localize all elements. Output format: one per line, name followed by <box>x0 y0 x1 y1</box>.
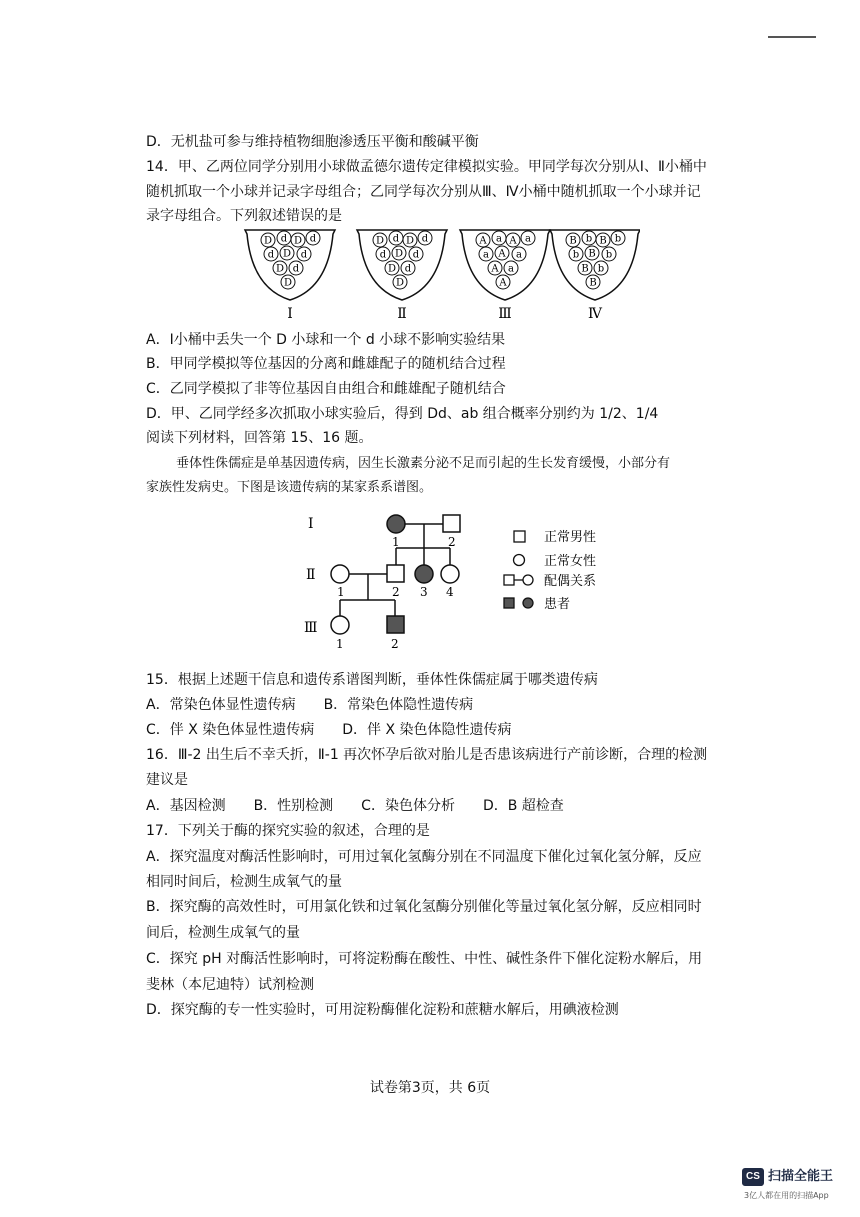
bucket-2 <box>357 230 447 322</box>
ball-letter: B <box>589 277 597 289</box>
top-rule <box>768 36 816 38</box>
bucket-label: Ⅳ <box>588 306 602 322</box>
legend-affected-female-icon <box>523 598 533 608</box>
legend-spouse-label: 配偶关系 <box>544 574 597 589</box>
q13-option-d: D．无机盐可参与维持植物细胞渗透压平衡和酸碱平衡 <box>146 134 479 150</box>
q15-options-ab: A．常染色体显性遗传病 B．常染色体隐性遗传病 <box>146 697 474 713</box>
material-line-2: 家族性发病史。下图是该遗传病的某家系系谱图。 <box>146 480 433 495</box>
generation-label-3: Ⅲ <box>304 620 318 636</box>
ball-letter: D <box>263 235 273 247</box>
q16-stem-line-2: 建议是 <box>146 772 188 788</box>
generation-label-1: Ⅰ <box>308 516 314 532</box>
legend-normal-female-label: 正常女性 <box>544 554 597 569</box>
ball-letter: A <box>479 235 487 247</box>
ball-letter: A <box>498 248 506 260</box>
pedigree-I2-number: 2 <box>448 535 456 549</box>
ball-letter: d <box>404 263 412 275</box>
bucket-label: Ⅰ <box>287 306 293 322</box>
bucket-1 <box>245 230 335 322</box>
ball-letter: a <box>508 263 514 275</box>
q14-option-a: A．Ⅰ小桶中丢失一个 D 小球和一个 d 小球不影响实验结果 <box>146 332 506 348</box>
q17-option-d: D．探究酶的专一性实验时，可用淀粉酶催化淀粉和蔗糖水解后，用碘液检测 <box>146 1002 619 1018</box>
ball-letter: a <box>516 249 522 261</box>
pedigree-II1-normal-female <box>331 565 349 583</box>
ball-letter: D <box>283 277 293 289</box>
ball-letter: a <box>496 233 502 245</box>
q15-stem: 15．根据上述题干信息和遗传系谱图判断，垂体性侏儒症属于哪类遗传病 <box>146 672 598 688</box>
legend-affected-label: 患者 <box>544 597 571 612</box>
ball-letter: d <box>292 263 300 275</box>
ball-letter: a <box>483 249 489 261</box>
legend-spouse-male-icon <box>504 575 514 585</box>
pedigree-I1-number: 1 <box>392 535 400 549</box>
q14-stem-line-2: 随机抓取一个小球并记录字母组合；乙同学每次分别从Ⅲ、Ⅳ小桶中随机抓取一个小球并记 <box>146 184 701 200</box>
bucket-label: Ⅲ <box>498 306 512 322</box>
q15-options-cd: C．伴 X 染色体显性遗传病 D．伴 X 染色体隐性遗传病 <box>146 722 512 738</box>
ball-letter: D <box>405 235 415 247</box>
ball-letter: A <box>499 277 507 289</box>
generation-label-2: Ⅱ <box>306 567 316 583</box>
q14-stem-line-1: 14．甲、乙两位同学分别用小球做孟德尔遗传定律模拟实验。甲同学每次分别从Ⅰ、Ⅱ小桶中 <box>146 159 707 175</box>
ball-letter: B <box>588 248 596 260</box>
scanner-brand-name: 扫描全能王 <box>768 1169 834 1184</box>
ball-letter: D <box>375 235 385 247</box>
pedigree-II4-number: 4 <box>446 585 454 599</box>
q17-option-b-line-1: B．探究酶的高效性时，可用氯化铁和过氧化氢酶分别催化等量过氧化氢分解，反应相同时 <box>146 899 702 915</box>
reading-instruction: 阅读下列材料，回答第 15、16 题。 <box>146 430 373 446</box>
ball-letter: a <box>525 233 531 245</box>
ball-letter: D <box>387 263 397 275</box>
bucket-3 <box>460 230 550 322</box>
q14-option-b: B．甲同学模拟等位基因的分离和雌雄配子的随机结合过程 <box>146 356 506 372</box>
q14-stem-line-3: 录字母组合。下列叙述错误的是 <box>146 208 342 224</box>
q17-stem: 17．下列关于酶的探究实验的叙述，合理的是 <box>146 823 430 839</box>
pedigree-III1-number: 1 <box>336 637 344 651</box>
ball-letter: d <box>421 233 429 245</box>
pedigree-II3-number: 3 <box>420 585 428 599</box>
ball-letter: A <box>491 263 499 275</box>
ball-letter: d <box>267 249 275 261</box>
q16-options: A．基因检测 B．性别检测 C．染色体分析 D．B 超检查 <box>146 798 564 814</box>
ball-letter: D <box>275 263 285 275</box>
scanner-tagline: 3亿人都在用的扫描App <box>744 1191 829 1200</box>
ball-letter: d <box>280 233 288 245</box>
ball-letter: d <box>309 233 317 245</box>
ball-letter: d <box>379 249 387 261</box>
ball-letter: D <box>282 248 292 260</box>
ball-letter: D <box>293 235 303 247</box>
ball-letter: D <box>395 277 405 289</box>
pedigree-II2-normal-male <box>387 565 404 582</box>
ball-letter: b <box>597 263 605 275</box>
bucket-label: Ⅱ <box>397 306 407 322</box>
ball-letter: B <box>581 263 589 275</box>
pedigree-chart <box>300 510 620 660</box>
pedigree-III2-number: 2 <box>391 637 399 651</box>
q16-stem-line-1: 16．Ⅲ-2 出生后不幸夭折，Ⅱ-1 再次怀孕后欲对胎儿是否患该病进行产前诊断，合理的检测 <box>146 747 708 763</box>
pedigree-I2-normal-male <box>443 515 460 532</box>
legend-female-icon <box>514 555 525 566</box>
ball-letter: b <box>572 249 580 261</box>
q17-option-c-line-2: 斐林（本尼迪特）试剂检测 <box>146 977 314 993</box>
pedigree-III1-normal-female <box>331 616 349 634</box>
pedigree-II3-affected-female <box>415 565 433 583</box>
q14-option-c: C．乙同学模拟了非等位基因自由组合和雌雄配子随机结合 <box>146 381 506 397</box>
ball-letter: A <box>509 235 517 247</box>
q14-option-d: D．甲、乙同学经多次抓取小球实验后，得到 Dd、ab 组合概率分别约为 1/2、1/4 <box>146 406 659 422</box>
ball-letter: d <box>300 249 308 261</box>
legend-spouse-female-icon <box>523 575 533 585</box>
ball-letter: B <box>599 235 607 247</box>
q17-option-b-line-2: 间后，检测生成氧气的量 <box>146 925 300 941</box>
ball-letter: B <box>569 235 577 247</box>
buckets-figure <box>240 226 640 326</box>
ball-letter: d <box>392 233 400 245</box>
page-footer: 试卷第3页，共 6页 <box>369 1080 491 1096</box>
legend-normal-male-label: 正常男性 <box>544 530 597 545</box>
pedigree-III2-affected-male <box>387 616 404 633</box>
q17-option-a-line-1: A．探究温度对酶活性影响时，可用过氧化氢酶分别在不同温度下催化过氧化氢分解，反应 <box>146 849 702 865</box>
pedigree-II2-number: 2 <box>392 585 400 599</box>
ball-letter: b <box>585 233 593 245</box>
scanner-logo-icon: CS <box>742 1168 764 1186</box>
ball-letter: D <box>394 248 404 260</box>
material-line-1: 垂体性侏儒症是单基因遗传病，因生长激素分泌不足而引起的生长发育缓慢，小部分有 <box>176 456 671 471</box>
pedigree-II4-normal-female <box>441 565 459 583</box>
legend-affected-male-icon <box>504 598 514 608</box>
pedigree-I1-affected-female <box>387 515 405 533</box>
pedigree-II1-number: 1 <box>337 585 345 599</box>
legend-male-icon <box>514 531 525 542</box>
ball-letter: b <box>605 249 613 261</box>
q17-option-a-line-2: 相同时间后，检测生成氧气的量 <box>146 874 342 890</box>
ball-letter: d <box>412 249 420 261</box>
ball-letter: b <box>614 233 622 245</box>
q17-option-c-line-1: C．探究 pH 对酶活性影响时，可将淀粉酶在酸性、中性、碱性条件下催化淀粉水解后，用 <box>146 951 703 967</box>
bucket-4 <box>550 230 640 322</box>
